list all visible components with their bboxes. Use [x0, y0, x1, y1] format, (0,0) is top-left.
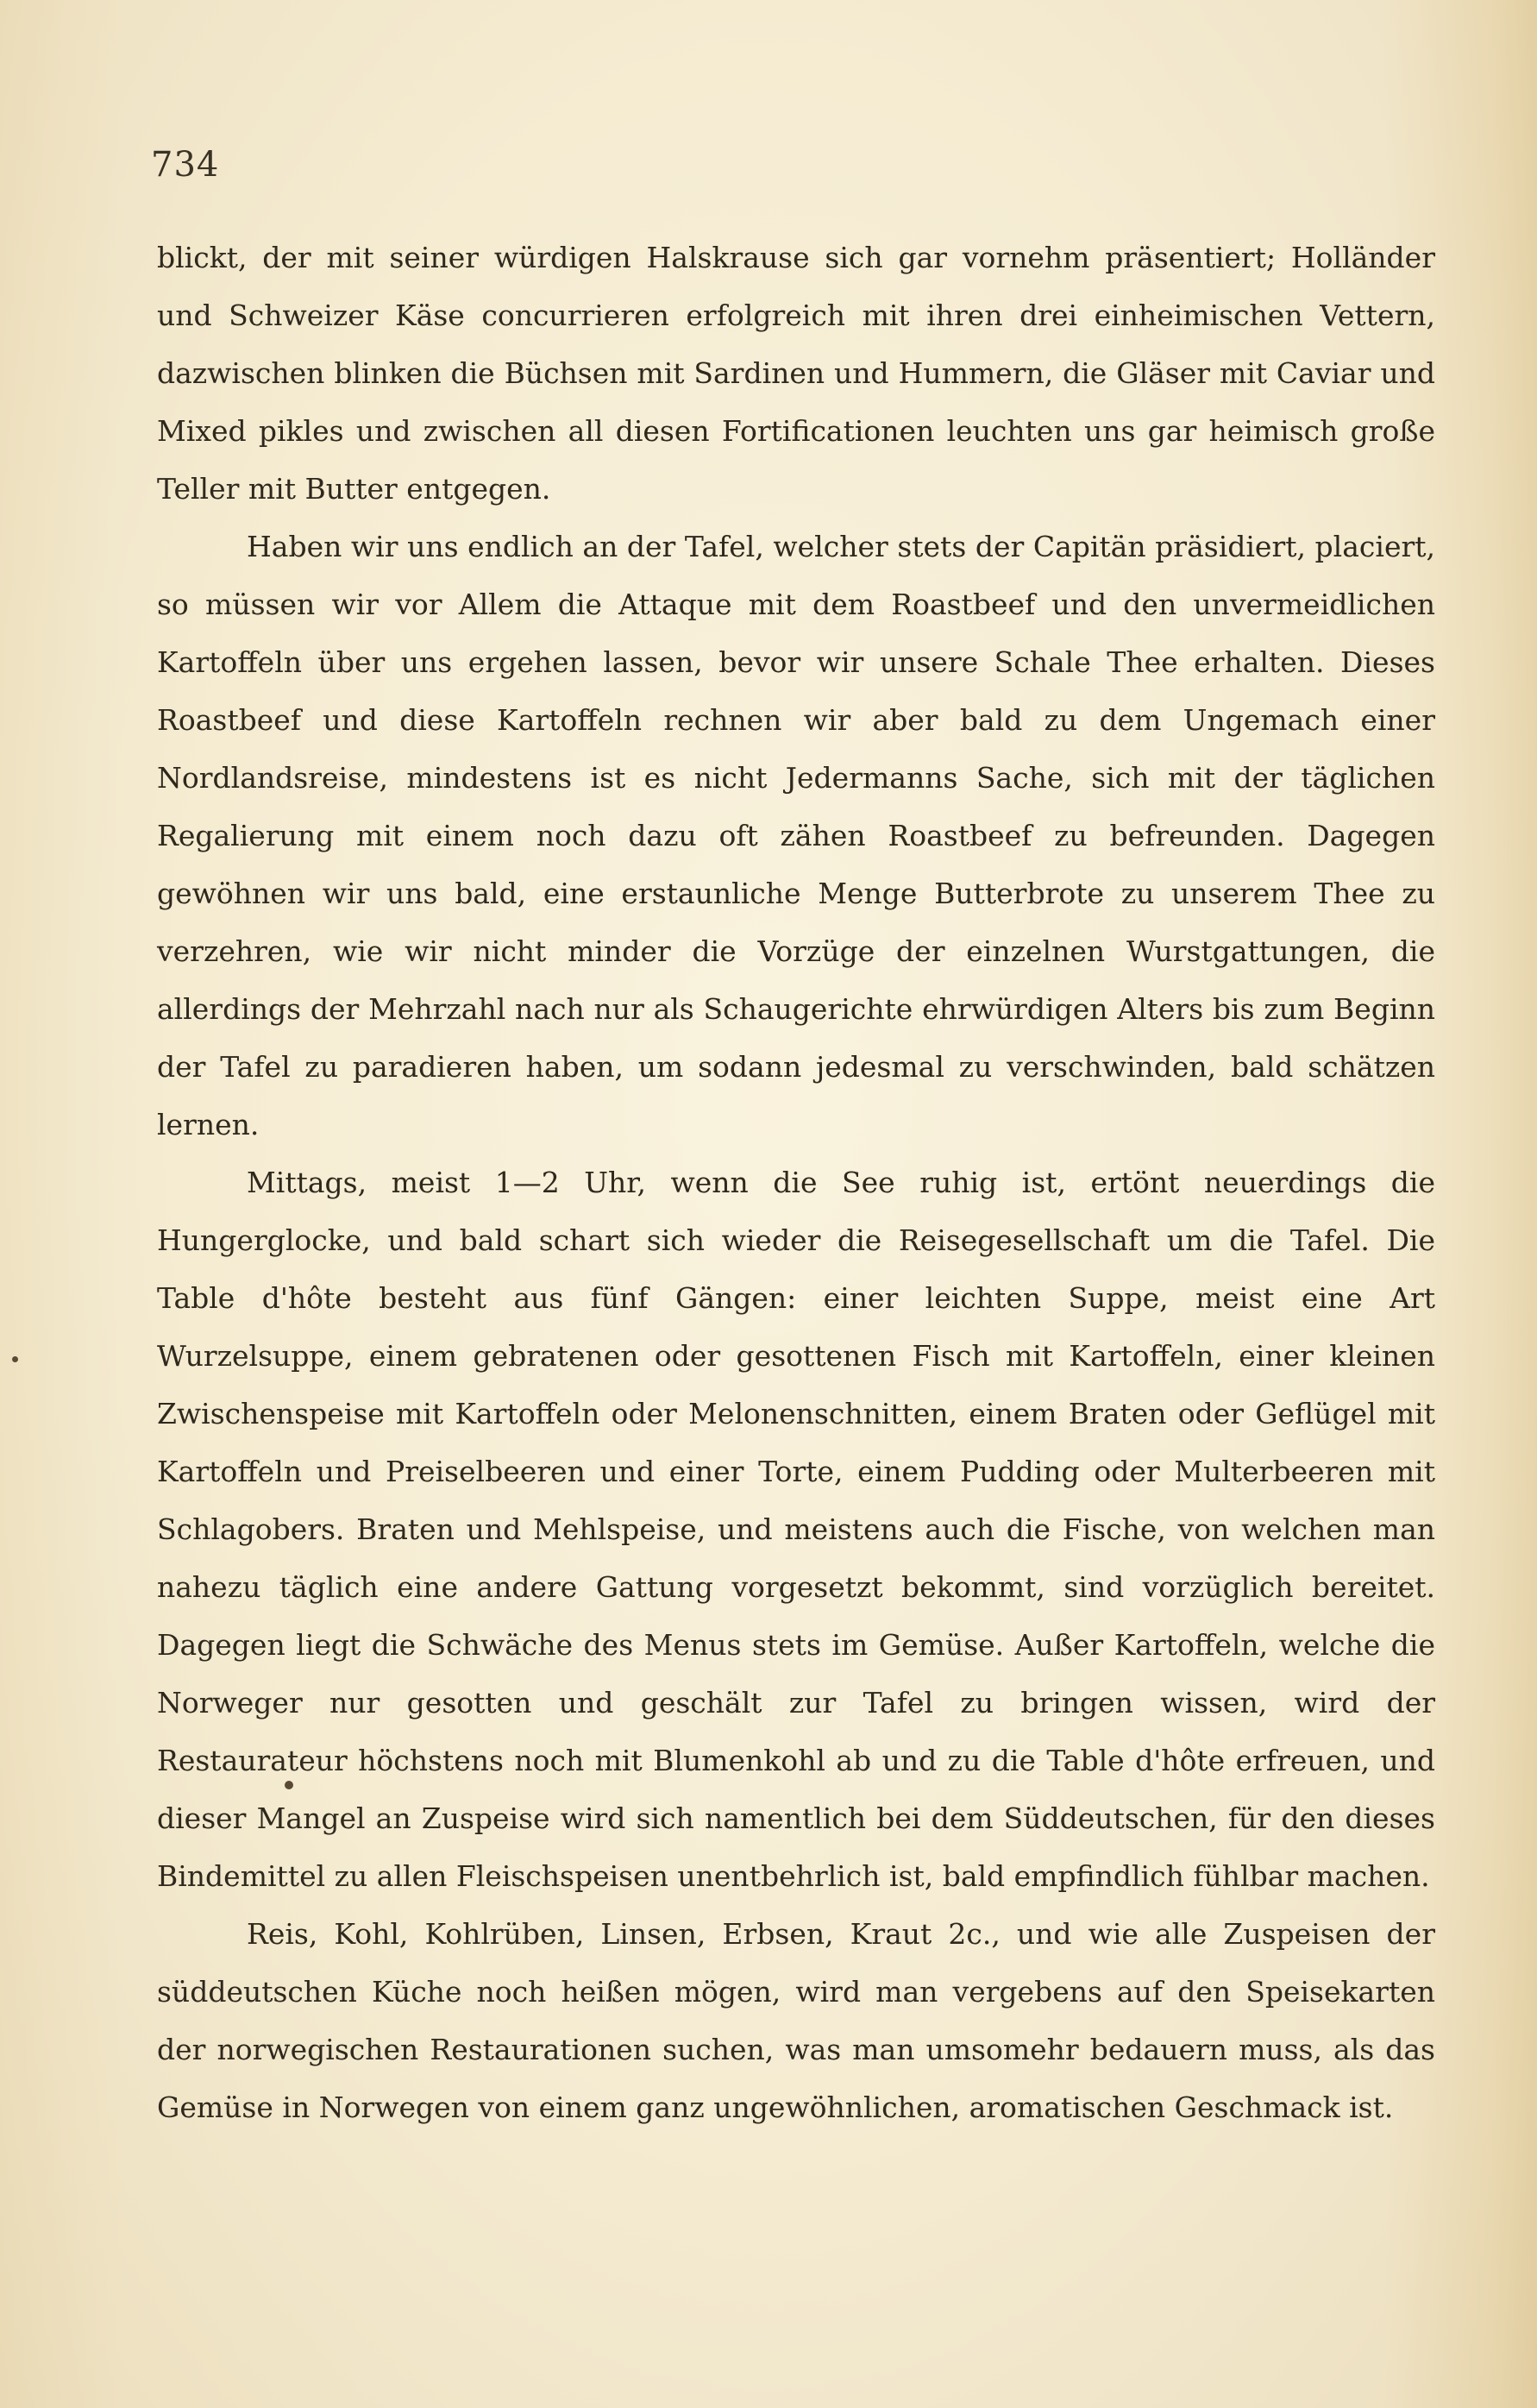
paragraph-1: blickt, der mit seiner würdigen Halskrause sich gar vornehm präsentiert; Holländer und Schweizer Käse concurrieren erfolgreich mit ihren drei einheimischen Vettern, dazwischen blinken die Büchsen mit Sardinen und Hummern, die Gläser mit Caviar und Mixed pikles und zwischen all diesen Fortificationen leuchten uns gar heimisch große Teller mit Butter entgegen.	[157, 241, 1435, 506]
paragraph-2: Haben wir uns endlich an der Tafel, welcher stets der Capitän präsidiert, placiert, so müssen wir vor Allem die Attaque mit dem Roastbeef und den unvermeidlichen Kartoffeln über uns ergehen lassen, bevor wir unsere Schale Thee erhalten. Dieses Roastbeef und diese Kartoffeln rechnen wir aber bald zu dem Ungemach einer Nordlandsreise, mindestens ist es nicht Jedermanns Sache, sich mit der täglichen Regalierung mit einem noch dazu oft zähen Roastbeef zu befreunden. Dagegen gewöhnen wir uns bald, eine erstaunliche Menge Butterbrote zu unserem Thee zu verzehren, wie wir nicht minder die Vorzüge der einzelnen Wurstgattungen, die allerdings der Mehrzahl nach nur als Schaugerichte ehrwürdigen Alters bis zum Beginn der Tafel zu paradieren haben, um sodann jedesmal zu verschwinden, bald schätzen lernen.	[157, 530, 1435, 1141]
paragraph-4: Reis, Kohl, Kohlrüben, Linsen, Erbsen, Kraut 2c., und wie alle Zuspeisen der süddeutschen Küche noch heißen mögen, wird man vergebens auf den Speisekarten der norwegischen Restaurationen suchen, was man umsomehr bedauern muss, als das Gemüse in Norwegen von einem ganz ungewöhnlichen, aromatischen Geschmack ist.	[157, 1917, 1435, 2124]
page-number: 734	[151, 145, 220, 185]
body-text	[157, 229, 1435, 2136]
ink-speck	[285, 1781, 293, 1789]
paragraph-3: Mittags, meist 1—2 Uhr, wenn die See ruhig ist, ertönt neuerdings die Hungerglocke, und bald schart sich wieder die Reisegesellschaft um die Tafel. Die Table d'hôte besteht aus fünf Gängen: einer leichten Suppe, meist eine Art Wurzelsuppe, einem gebratenen oder gesottenen Fisch mit Kartoffeln, einer kleinen Zwischenspeise mit Kartoffeln oder Melonenschnitten, einem Braten oder Geflügel mit Kartoffeln und Preiselbeeren und einer Torte, einem Pudding oder Multerbeeren mit Schlagobers. Braten und Mehlspeise, und meistens auch die Fische, von welchen man nahezu täglich eine andere Gattung vorgesetzt bekommt, sind vorzüglich bereitet. Dagegen liegt die Schwäche des Menus stets im Gemüse. Außer Kartoffeln, welche die Norweger nur gesotten und geschält zur Tafel zu bringen wissen, wird der Restaurateur höchstens noch mit Blumenkohl ab und zu die Table d'hôte erfreuen, und dieser Mangel an Zuspeise wird sich namentlich bei dem Süddeutschen, für den dieses Bindemittel zu allen Fleischspeisen unentbehrlich ist, bald empfindlich fühlbar machen.	[157, 1166, 1435, 1893]
margin-speck	[12, 1356, 18, 1362]
